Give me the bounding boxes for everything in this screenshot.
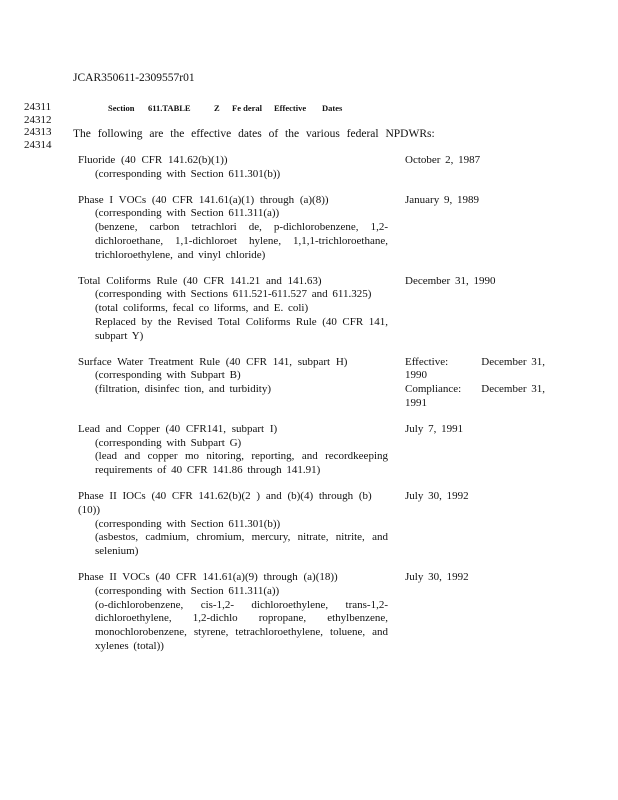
entry-title: Phase I VOCs (40 CFR 141.61(a)(1) through (a)(8))	[78, 193, 329, 206]
entry-description	[78, 490, 388, 559]
intro-paragraph: The following are the effective dates of the various federal NPDWRs:	[73, 128, 435, 140]
npdwr-entry	[78, 154, 548, 182]
entry-title: Phase II IOCs (40 CFR 141.62(b)(2 ) and (b)(4) through (b)(10))	[78, 489, 372, 516]
header-word-federal: Fe deral	[232, 103, 262, 113]
entry-detail: (lead and copper mo nitoring, reporting, and recordkeeping requirements of 40 CFR 141.86 through 141.91)	[95, 450, 388, 477]
header-word-dates: Dates	[322, 103, 343, 113]
npdwr-entry	[78, 356, 548, 411]
entry-date	[405, 194, 545, 263]
entry-title: Lead and Copper (40 CFR141, subpart I)	[78, 422, 278, 435]
entry-date-line: July 30, 1992	[405, 489, 469, 502]
npdwr-entry	[78, 423, 548, 478]
document-id: JCAR350611-2309557r01	[73, 72, 195, 84]
entry-description	[78, 154, 388, 182]
npdwr-entry	[78, 571, 548, 654]
npdwr-entries	[78, 154, 548, 666]
header-table: 611.TABLE	[148, 103, 191, 113]
entry-date-value: December 31,	[481, 355, 545, 368]
entry-title: Fluoride (40 CFR 141.62(b)(1))	[78, 154, 228, 166]
entry-date-line: January 9, 1989	[405, 193, 479, 206]
entry-date-line	[405, 369, 545, 383]
line-number: 24313	[24, 126, 52, 138]
entry-date-line	[405, 397, 545, 411]
entry-date-label: Compliance:	[405, 383, 462, 396]
entry-title: Total Coliforms Rule (40 CFR 141.21 and 141.63)	[78, 274, 322, 287]
line-number: 24312	[24, 113, 52, 126]
entry-description	[78, 194, 388, 263]
entry-date-line: July 30, 1992	[405, 570, 469, 583]
entry-detail: (corresponding with Section 611.301(b))	[95, 167, 281, 180]
entry-date	[405, 490, 545, 559]
entry-date	[405, 154, 545, 182]
header-section: Section	[108, 103, 135, 113]
header-letter: Z	[214, 103, 220, 113]
entry-date-line	[405, 383, 545, 397]
entry-date	[405, 275, 545, 344]
entry-detail: (total coliforms, fecal co liforms, and E. coli)	[95, 302, 309, 315]
entry-detail: (corresponding with Section 611.311(a))	[95, 584, 280, 597]
entry-detail: (o-dichlorobenzene, cis-1,2- dichloroethylene, trans-1,2-dichloroethylene, 1,2-dichlo ropropane, ethylbenzene, monochlorobenzene, styrene, tetrachloroethylene, toluene, and xylenes (total))	[95, 598, 388, 652]
entry-date-line: December 31, 1990	[405, 274, 496, 287]
entry-description	[78, 356, 388, 411]
entry-date	[405, 571, 545, 654]
entry-date-label: Effective:	[405, 355, 449, 368]
entry-date	[405, 423, 545, 478]
entry-title: Phase II VOCs (40 CFR 141.61(a)(9) through (a)(18))	[78, 570, 338, 583]
entry-description	[78, 423, 388, 478]
entry-detail: (asbestos, cadmium, chromium, mercury, nitrate, nitrite, and selenium)	[95, 531, 388, 558]
npdwr-entry	[78, 275, 548, 344]
entry-detail: (corresponding with Section 611.301(b))	[95, 517, 281, 530]
entry-date-value: December 31,	[481, 383, 545, 396]
entry-detail: (corresponding with Sections 611.521-611.527 and 611.325)	[95, 288, 372, 301]
line-number: 24311	[24, 101, 52, 113]
line-number: 24314	[24, 138, 52, 151]
entry-date-line: October 2, 1987	[405, 154, 481, 166]
entry-detail: (benzene, carbon tetrachlori de, p-dichlorobenzene, 1,2-dichloroethane, 1,1-dichloroet hylene, 1,1,1-trichloroethane, trichloroethylene, and vinyl chloride)	[95, 221, 388, 261]
entry-detail: (filtration, disinfec tion, and turbidity)	[95, 383, 272, 396]
entry-title: Surface Water Treatment Rule (40 CFR 141, subpart H)	[78, 355, 348, 368]
line-numbers	[24, 101, 52, 151]
entry-description	[78, 571, 388, 654]
entry-date	[405, 356, 545, 411]
entry-date-label: 1990	[405, 369, 427, 382]
entry-detail: (corresponding with Subpart G)	[95, 436, 242, 449]
entry-detail: Replaced by the Revised Total Coliforms Rule (40 CFR 141, subpart Y)	[95, 315, 388, 342]
entry-detail: (corresponding with Subpart B)	[95, 369, 241, 382]
entry-date-line: July 7, 1991	[405, 422, 464, 435]
entry-description	[78, 275, 388, 344]
header-word-effective: Effective	[274, 103, 307, 113]
npdwr-entry	[78, 194, 548, 263]
entry-date-line	[405, 356, 545, 370]
entry-detail: (corresponding with Section 611.311(a))	[95, 207, 280, 220]
entry-date-label: 1991	[405, 396, 427, 409]
npdwr-entry	[78, 490, 548, 559]
